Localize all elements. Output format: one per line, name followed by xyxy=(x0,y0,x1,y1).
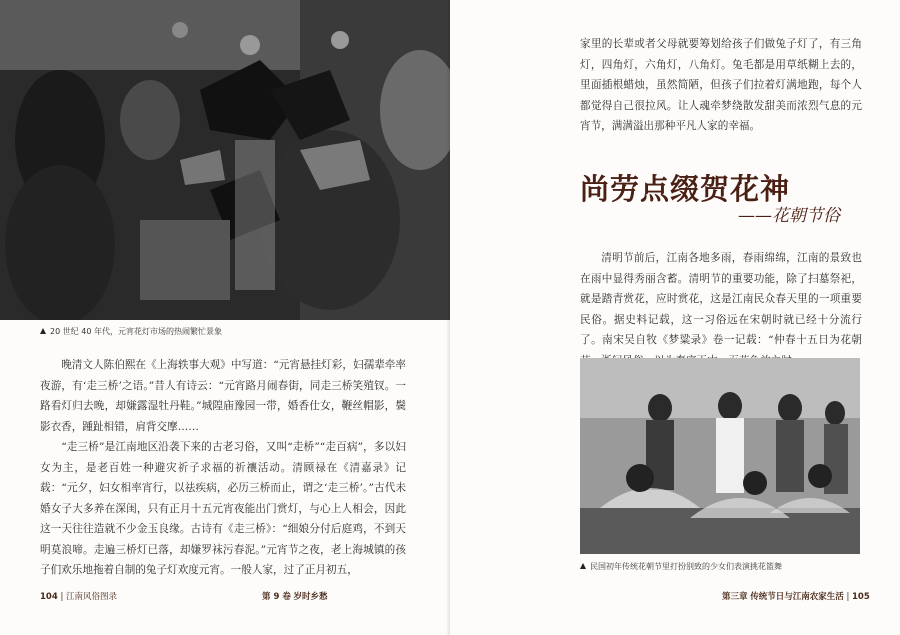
flower-festival-photo-graphic xyxy=(580,358,860,554)
book-title: 江南风俗图录 xyxy=(66,592,118,602)
lantern-market-photo-graphic xyxy=(0,0,450,320)
right-footer xyxy=(722,591,870,603)
right-page-number: 105 xyxy=(852,592,870,602)
right-paragraph-1: 清明节前后，江南各地多雨，春雨绵绵，江南的景致也在雨中显得秀丽含蓄。清明节的重要功能，除了扫墓祭祀，就是踏青赏花，应时赏花，这是江南民众春天里的一项重要民俗。据史料记载，这一习俗远在宋朝时就已经十分流行了。南宋吴自牧《梦粱录》卷一记载：“仲春十五日为花朝 xyxy=(580,252,862,346)
right-photo-caption xyxy=(580,561,782,572)
caption-triangle-icon xyxy=(580,563,586,569)
right-photo-caption-text: 民国初年传统花朝节里打扮别致的少女们表演挑花篮舞 xyxy=(590,562,782,571)
section-title: 尚劳点缀贺花神 xyxy=(580,172,791,206)
left-paragraph-2: “走三桥”是江南地区沿袭下来的古老习俗，又叫“走桥”“走百病”，多以妇女为主，是老百姓一种避灾祈子求福的祈禳活动。清顾禄在《清嘉录》记载：“元夕，妇女相率宵行，以祛疾病，必历三桥而止，谓之‘走三桥’。”古代未婚女子大多养在深闺，只有正月十五元宵夜能出门赏灯，与心上人相会，因此这一天往往造就不少金玉良缘。古诗有《走三桥》：“细娘分付后庭鸡，不到天明莫浪啼。走遍三桥灯已落，却嫌罗袜污春泥。”元宵节之夜，老上海城镇的孩子们欢乐地拖着自制的兔子灯欢度元宵。一般人家，过了正月初五， xyxy=(40,441,406,576)
right-top-paragraph: 家里的长辈或者父母就要筹划给孩子们做兔子灯了，有三角灯，四角灯，六角灯，八角灯。兔毛都是用草纸糊上去的，里面插根蜡烛，虽然简陋，但孩子们拉着灯满地跑，每个人都觉得自己很拉风。让人魂牵梦绕散发甜美而浓烈气息的元宵节，满满溢出那种平凡人家的幸福。 xyxy=(580,38,862,132)
volume-number: 第 9 卷 xyxy=(262,592,291,602)
flower-festival-photo xyxy=(580,358,860,554)
volume-title: 岁时乡愁 xyxy=(293,592,328,602)
lantern-market-photo xyxy=(0,0,450,320)
footer-separator: | xyxy=(60,592,67,602)
section-subtitle: ——花朝节俗 xyxy=(738,206,840,226)
footer-separator: | xyxy=(846,592,853,602)
left-paragraph-1: 晚清文人陈伯熙在《上海轶事大观》中写道：“元宵悬挂灯彩，妇孺辈牵率夜游，有‘走三桥’之语。”昔人有诗云：“元宵路月闹春街，同走三桥笑殖钗。一路看灯归去晚，却嫌露湿牡丹鞋。”城隍庙豫园一带，婚香仕女，鞭丝帽影，鬓影衣香，踵趾相错，肩背交摩…… xyxy=(40,359,406,433)
volume-label xyxy=(262,591,328,603)
right-top-text xyxy=(580,34,862,137)
left-body-text xyxy=(40,355,406,581)
chapter-title: 传统节日与江南农家生活 xyxy=(750,592,844,602)
chapter-number: 第三章 xyxy=(722,592,748,602)
left-photo-caption xyxy=(40,326,222,337)
left-photo-caption-text: 20 世纪 40 年代，元宵花灯市场的热闹繁忙景象 xyxy=(50,327,222,336)
left-page-number: 104 xyxy=(40,592,58,602)
left-footer xyxy=(40,591,117,603)
right-body-text xyxy=(580,248,862,371)
caption-triangle-icon xyxy=(40,328,46,334)
